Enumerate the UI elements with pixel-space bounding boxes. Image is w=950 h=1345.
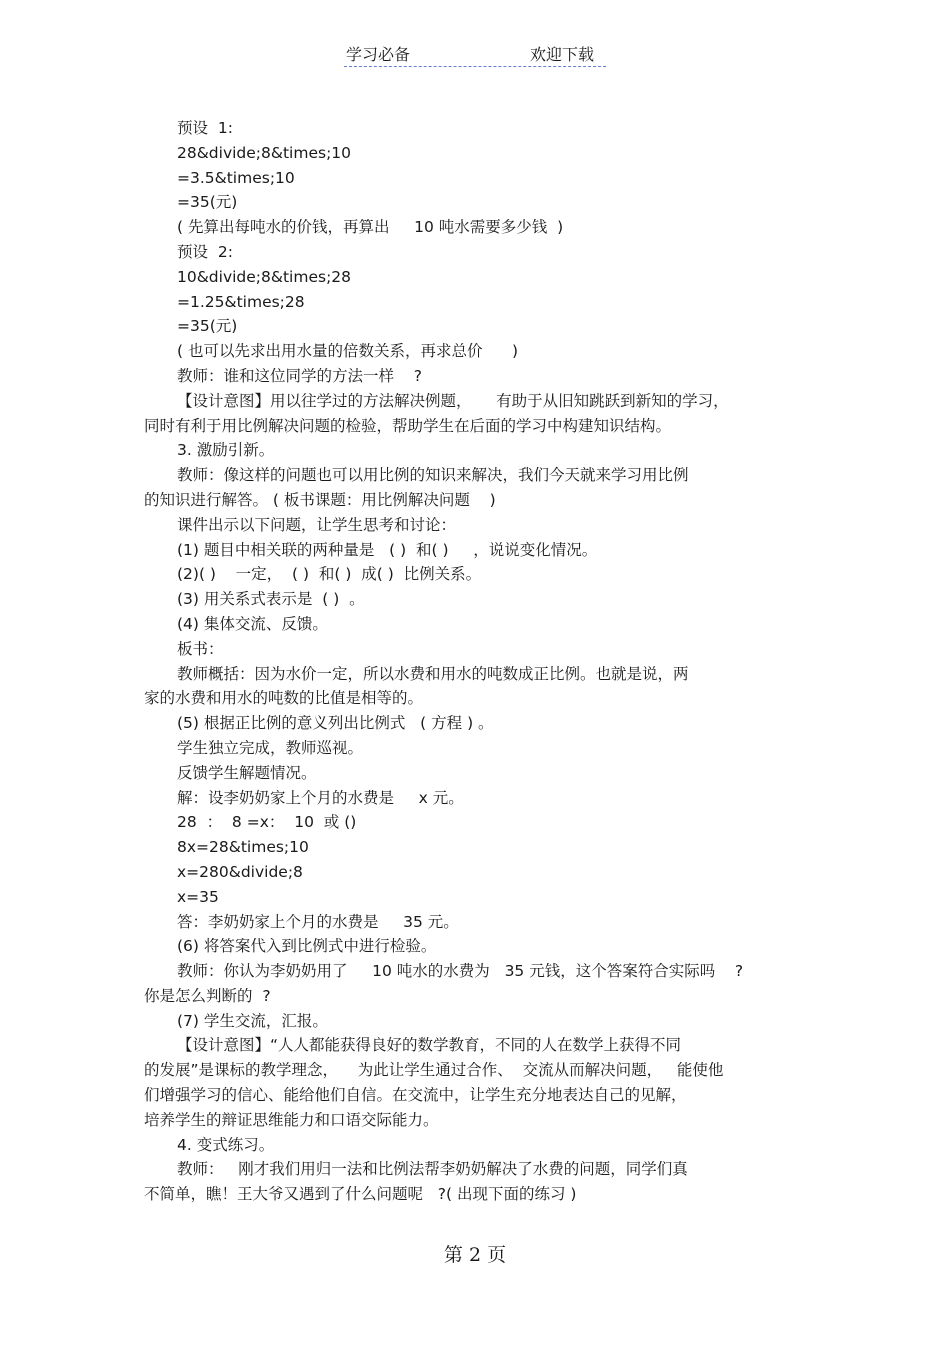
text-line: 不简单，瞧！王大爷又遇到了什么问题呢 ?( 出现下面的练习 ) (144, 1185, 577, 1204)
text-line: 28&divide;8&times;10 (177, 143, 352, 162)
header-right-text: 欢迎下载 (530, 45, 595, 64)
text-line: =35(元) (177, 317, 238, 336)
text-line: ( 也可以先求出用水量的倍数关系，再求总价 ) (177, 342, 519, 361)
text-line: 3. 激励引新。 (177, 441, 275, 460)
text-line: 课件出示以下问题，让学生思考和讨论： (177, 515, 457, 534)
text-line: (6) 将答案代入到比例式中进行检验。 (177, 937, 437, 956)
text-line: (1) 题目中相关联的两种量是 ( ) 和( ) ，说说变化情况。 (177, 540, 598, 559)
text-line: 【设计意图】“人人都能获得良好的数学教育，不同的人在数学上获得不同 (177, 1036, 682, 1055)
text-line: 教师： 刚才我们用归一法和比例法帮李奶奶解决了水费的问题，同学们真 (177, 1160, 688, 1179)
text-line: 你是怎么判断的 ? (144, 986, 271, 1005)
text-line: 28 ： 8 =x： 10 或 () (177, 813, 357, 832)
text-line: 反馈学生解题情况。 (177, 763, 317, 782)
text-line: =1.25&times;28 (177, 292, 305, 311)
text-line: x=35 (177, 887, 219, 906)
text-line: =35(元) (177, 193, 238, 212)
text-line: 的发展”是课标的教学理念， 为此让学生通过合作、 交流从而解决问题， 能使他 (144, 1061, 724, 1080)
text-line: 的知识进行解答。 ( 板书课题：用比例解决问题 ) (144, 490, 496, 509)
header-left-text: 学习必备 (346, 45, 411, 64)
text-line: 10&divide;8&times;28 (177, 267, 352, 286)
text-line: 板书： (177, 639, 224, 658)
text-line: 学生独立完成，教师巡视。 (177, 738, 364, 757)
document-body (144, 116, 814, 1207)
page-number: 第 2 页 (443, 1244, 507, 1266)
text-line: 教师概括：因为水价一定，所以水费和用水的吨数成正比例。也就是说，两 (177, 664, 689, 683)
text-line: 教师：像这样的问题也可以用比例的知识来解决，我们今天就来学习用比例 (177, 466, 689, 485)
text-line: 预设 2: (177, 242, 233, 261)
text-line: (2)( ) 一定， ( ) 和( ) 成( ) 比例关系。 (177, 565, 482, 584)
text-line: 预设 1: (177, 119, 233, 137)
text-line: 教师：你认为李奶奶用了 10 吨水的水费为 35 元钱，这个答案符合实际吗 ? (177, 962, 744, 981)
text-line: (3) 用关系式表示是 ( ) 。 (177, 590, 365, 609)
text-line: 教师：谁和这位同学的方法一样 ? (177, 366, 422, 385)
text-line: (5) 根据正比例的意义列出比例式 ( 方程 ) 。 (177, 714, 494, 733)
page-header (344, 40, 606, 67)
text-line: (4) 集体交流、反馈。 (177, 614, 328, 633)
text-line: 们增强学习的信心、能给他们自信。在交流中，让学生充分地表达自己的见解， (144, 1086, 687, 1105)
text-line: =3.5&times;10 (177, 168, 295, 187)
text-line: (7) 学生交流，汇报。 (177, 1011, 328, 1030)
text-line: 培养学生的辩证思维能力和口语交际能力。 (144, 1110, 439, 1129)
text-line: 解：设李奶奶家上个月的水费是 x 元。 (177, 788, 464, 807)
text-line: ( 先算出每吨水的价钱，再算出 10 吨水需要多少钱 ) (177, 218, 564, 237)
text-line: 同时有利于用比例解决问题的检验，帮助学生在后面的学习中构建知识结构。 (144, 416, 672, 435)
text-line: 家的水费和用水的吨数的比值是相等的。 (144, 689, 424, 708)
text-line: 【设计意图】用以往学过的方法解决例题， 有助于从旧知跳跃到新知的学习， (177, 391, 729, 410)
text-line: 4. 变式练习。 (177, 1135, 275, 1154)
text-line: x=280&divide;8 (177, 862, 303, 881)
text-line: 8x=28&times;10 (177, 838, 309, 857)
text-line: 答：李奶奶家上个月的水费是 35 元。 (177, 912, 459, 931)
